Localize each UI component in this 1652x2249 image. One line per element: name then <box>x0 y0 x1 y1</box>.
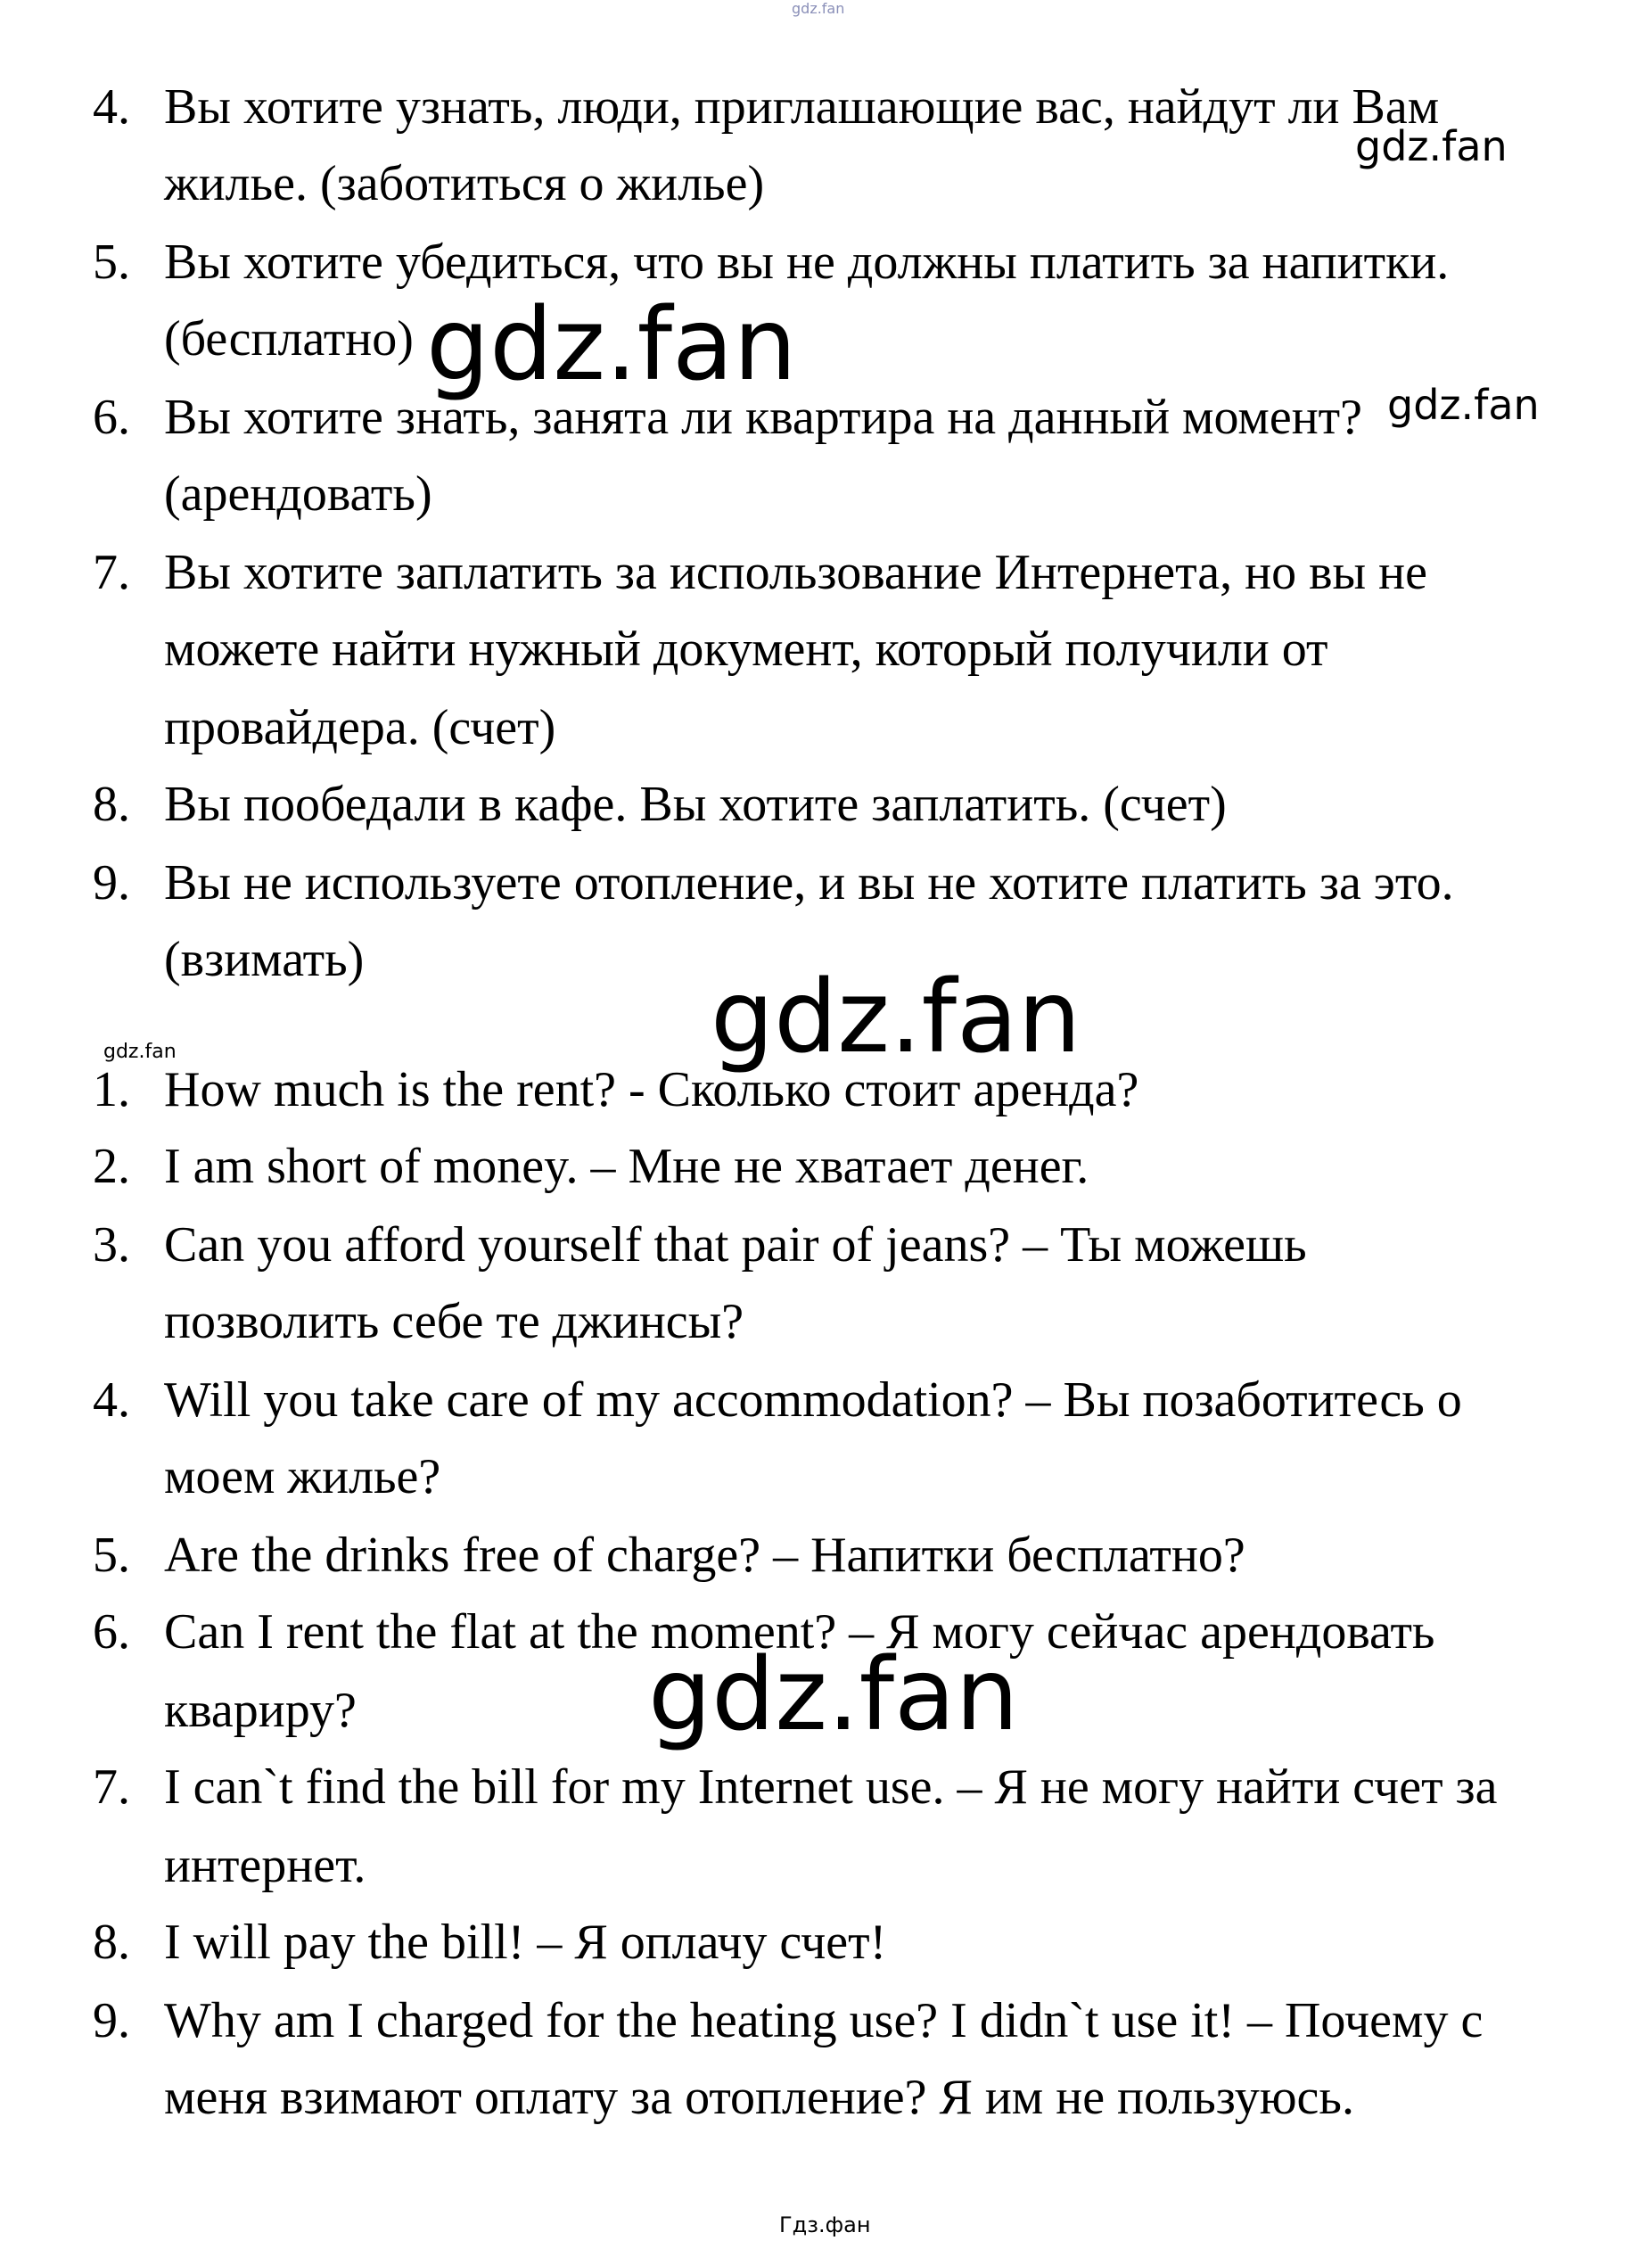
answer-4-text: Will you take care of my accommodation? – Вы позаботитесь о <box>164 1372 1462 1428</box>
watermark-small-2: gdz.fan <box>1387 381 1540 429</box>
answer-6-number: 6. <box>93 1604 130 1660</box>
answer-1-number: 1. <box>93 1062 130 1117</box>
answer-3-text: Can you afford yourself that pair of jeans? – Ты можешь <box>164 1217 1307 1273</box>
answer-5-number: 5. <box>93 1528 130 1583</box>
watermark-large-2: gdz.fan <box>711 960 1081 1075</box>
answer-8-number: 8. <box>93 1915 130 1970</box>
prompt-5-text: Вы хотите убедиться, что вы не должны платить за напитки. <box>164 235 1450 290</box>
prompt-5-text-cont: (бесплатно) <box>164 311 414 367</box>
answer-7-text-cont: интернет. <box>164 1838 366 1893</box>
answer-9-text-cont: меня взимают оплату за отопление? Я им не пользуюсь. <box>164 2070 1354 2125</box>
prompt-7-text-cont-2: провайдера. (счет) <box>164 700 556 755</box>
answer-4-number: 4. <box>93 1372 130 1428</box>
prompt-6-text-cont: (арендовать) <box>164 466 432 522</box>
watermark-large-1: gdz.fan <box>426 287 797 403</box>
answer-9-text: Why am I charged for the heating use? I didn`t use it! – Почему с <box>164 1993 1484 2048</box>
answer-6-text-cont: квариру? <box>164 1683 357 1738</box>
prompt-9-text-cont: (взимать) <box>164 932 365 987</box>
answer-3-number: 3. <box>93 1217 130 1273</box>
prompt-9-number: 9. <box>93 855 130 910</box>
answer-7-text: I can`t find the bill for my Internet use. – Я не могу найти счет за <box>164 1759 1498 1815</box>
answer-3-text-cont: позволить себе те джинсы? <box>164 1294 744 1349</box>
answer-6-text: Can I rent the flat at the moment? – Я могу сейчас арендовать <box>164 1604 1435 1660</box>
prompt-8-text: Вы пообедали в кафе. Вы хотите заплатить. (счет) <box>164 777 1227 832</box>
watermark-small-1: gdz.fan <box>1355 122 1508 170</box>
answer-2-text: I am short of money. – Мне не хватает денег. <box>164 1139 1089 1194</box>
answer-9-number: 9. <box>93 1993 130 2048</box>
prompt-6-text: Вы хотите знать, занята ли квартира на данный момент? <box>164 390 1362 445</box>
answer-8-text: I will pay the bill! – Я оплачу счет! <box>164 1915 887 1970</box>
watermark-large-3: gdz.fan <box>648 1637 1019 1753</box>
footer-watermark: Гдз.фан <box>779 2212 871 2237</box>
prompt-4-number: 4. <box>93 79 130 135</box>
answer-1-text: How much is the rent? - Сколько стоит аренда? <box>164 1062 1139 1117</box>
answer-5-text: Are the drinks free of charge? – Напитки бесплатно? <box>164 1528 1245 1583</box>
watermark-top: gdz.fan <box>792 0 845 17</box>
prompt-8-number: 8. <box>93 777 130 832</box>
prompt-6-number: 6. <box>93 390 130 445</box>
prompt-7-number: 7. <box>93 545 130 600</box>
prompt-4-text-cont: жилье. (заботиться о жилье) <box>164 156 765 211</box>
prompt-9-text: Вы не используете отопление, и вы не хотите платить за это. <box>164 855 1454 910</box>
prompt-7-text-cont-1: можете найти нужный документ, который получили от <box>164 622 1328 677</box>
answer-2-number: 2. <box>93 1139 130 1194</box>
answer-4-text-cont: моем жилье? <box>164 1449 441 1504</box>
prompt-7-text: Вы хотите заплатить за использование Интернета, но вы не <box>164 545 1427 600</box>
answer-7-number: 7. <box>93 1759 130 1815</box>
prompt-5-number: 5. <box>93 235 130 290</box>
prompt-4-text: Вы хотите узнать, люди, приглашающие вас, найдут ли Вам <box>164 79 1440 135</box>
watermark-small-3: gdz.fan <box>103 1041 177 1063</box>
